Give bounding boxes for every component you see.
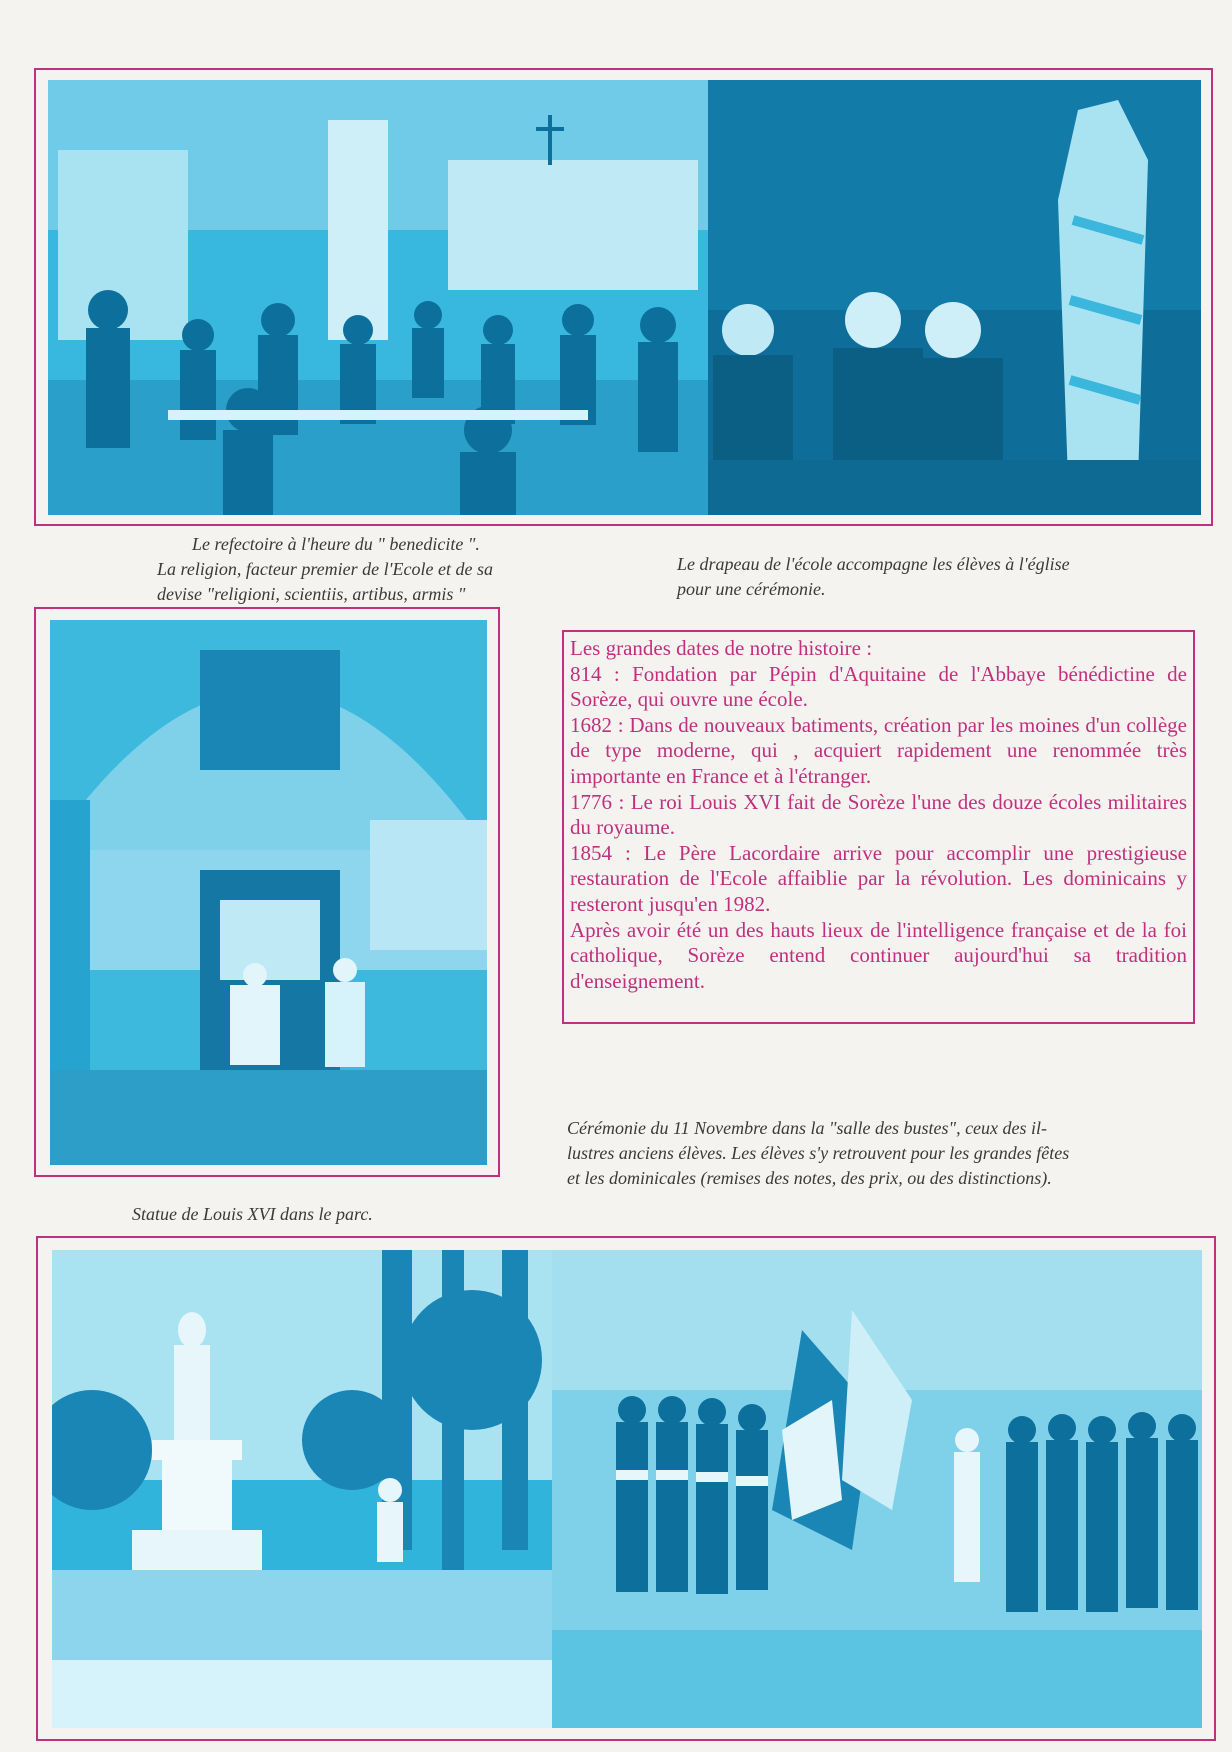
history-heading: Les grandes dates de notre histoire : <box>570 636 873 660</box>
flag-caption-line1: Le drapeau de l'école accompagne les élèves à l'église <box>677 554 1070 574</box>
history-entry-814: 814 : Fondation par Pépin d'Aquitaine de l'Abbaye bénédictine de Sorèze, qui ouvre une école. <box>570 661 1187 712</box>
flag-caption-line2: pour une cérémonie. <box>677 579 826 599</box>
history-entry-1776: 1776 : Le roi Louis XVI fait de Sorèze l'une des douze écoles militaires du royaume. <box>570 789 1187 840</box>
history-entry-1682: 1682 : Dans de nouveaux batiments, création par les moines d'un collège de type moderne, qui , acquiert rapidement une renommée très importante en France et à l'étranger. <box>570 712 1187 788</box>
religion-caption-line2: devise "religioni, scientiis, artibus, armis " <box>157 584 466 604</box>
flag-procession-photo <box>708 80 1201 515</box>
refectory-photo <box>48 80 708 515</box>
statue-park-photo <box>52 1250 552 1728</box>
history-dates-box <box>562 630 1195 1024</box>
statue-caption: Statue de Louis XVI dans le parc. <box>132 1204 373 1224</box>
history-entry-1854: 1854 : Le Père Lacordaire arrive pour accomplir une prestigieuse restauration de l'Ecole affaiblie par la révolution. Les dominicains y resteront jusqu'en 1982. <box>570 840 1187 916</box>
ceremony-caption-line1: Cérémonie du 11 Novembre dans la "salle des bustes", ceux des il- <box>567 1118 1048 1138</box>
religion-caption-line1: La religion, facteur premier de l'Ecole et de sa <box>157 559 493 579</box>
flag-ceremony-photo <box>552 1250 1202 1728</box>
refectory-caption: Le refectoire à l'heure du " benedicite ". <box>192 534 480 554</box>
ceremony-caption-line2: lustres anciens élèves. Les élèves s'y retrouvent pour les grandes fêtes <box>567 1143 1070 1163</box>
ceremony-caption-line3: et les dominicales (remises des notes, des prix, ou des distinctions). <box>567 1168 1052 1188</box>
busts-hall-photo <box>50 620 487 1165</box>
history-closing: Après avoir été un des hauts lieux de l'intelligence française et de la foi catholique, Sorèze entend continuer aujourd'hui sa tradition d'enseignement. <box>570 917 1187 993</box>
